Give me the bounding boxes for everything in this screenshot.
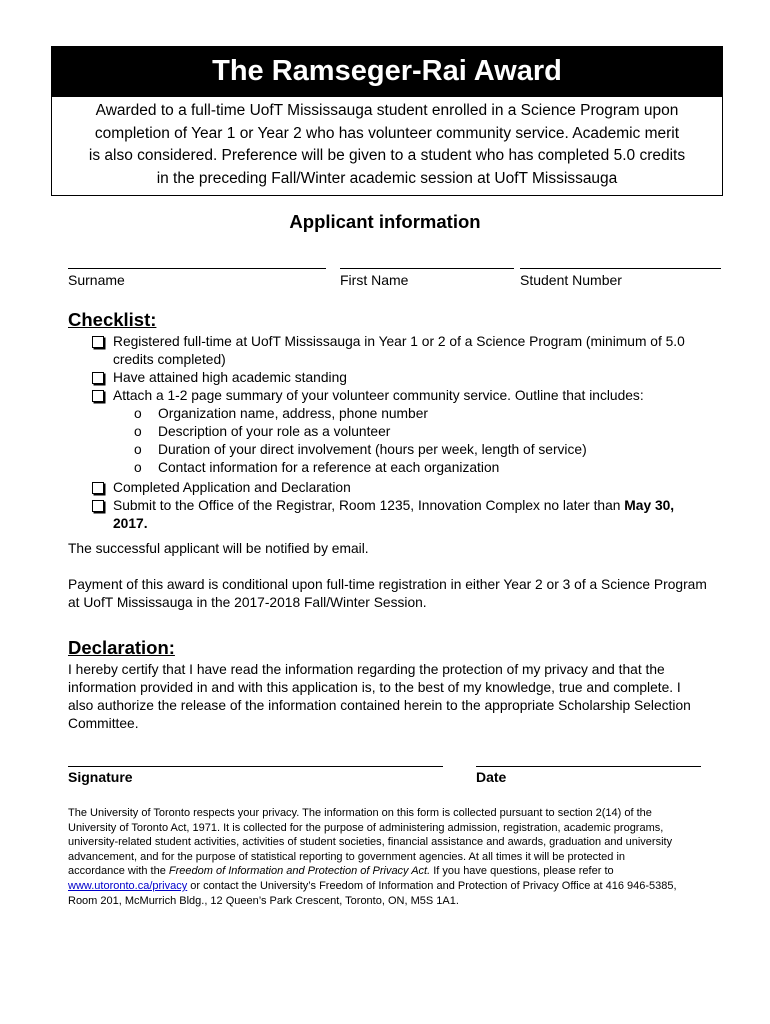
applicant-info-heading: Applicant information xyxy=(289,211,481,232)
checklist-item xyxy=(92,497,712,533)
sub-item xyxy=(134,459,712,477)
checklist-item-text: credits completed) xyxy=(113,352,226,367)
sub-item-text: Duration of your direct involvement (hours per week, length of service) xyxy=(158,442,587,457)
checklist-item-text: Submit to the Office of the Registrar, Room 1235, Innovation Complex no later than xyxy=(113,498,625,513)
declaration-heading: Declaration: xyxy=(68,637,175,658)
checklist-item-text: Completed Application and Declaration xyxy=(113,480,351,495)
sub-item-text: Organization name, address, phone number xyxy=(158,406,428,421)
privacy-line: advancement, and for the purpose of statistical reporting to government agencies. At all times it will be protected in xyxy=(68,850,626,863)
deadline-date: May 30, xyxy=(624,498,675,513)
first-name-label: First Name xyxy=(340,272,409,288)
surname-field[interactable] xyxy=(68,268,326,269)
checklist xyxy=(92,333,712,533)
award-title: The Ramseger-Rai Award xyxy=(52,47,722,97)
privacy-line: university-related student activities, activities of student societies, financial assistance and awards, graduation and university xyxy=(68,836,673,849)
checklist-item xyxy=(92,333,712,369)
surname-label: Surname xyxy=(68,272,125,288)
bullet-icon: o xyxy=(134,460,142,475)
date-field[interactable] xyxy=(476,766,701,767)
privacy-line xyxy=(68,879,738,894)
privacy-link[interactable]: www.utoronto.ca/privacy xyxy=(68,879,188,892)
privacy-notice xyxy=(68,806,738,908)
privacy-line: Room 201, McMurrich Bldg., 12 Queen’s Park Crescent, Toronto, ON, M5S 1A1. xyxy=(68,894,459,907)
first-name-field[interactable] xyxy=(340,268,514,269)
privacy-act-title: Freedom of Information and Protection of Privacy Act. xyxy=(168,865,431,878)
privacy-line: University of Toronto Act, 1971. It is collected for the purpose of administering admission, registration, academic programs, xyxy=(68,821,664,834)
award-description-line: in the preceding Fall/Winter academic session at UofT Mississauga xyxy=(156,169,618,187)
privacy-text: or contact the University’s Freedom of Information and Protection of Privacy Office at 416 946-5385, xyxy=(187,879,677,892)
declaration-line: information provided in and with this application is, to the best of my knowledge, true and complete. I xyxy=(68,680,681,695)
privacy-line xyxy=(68,864,738,879)
privacy-line: The University of Toronto respects your privacy. The information on this form is collected pursuant to section 2(14) of the xyxy=(68,807,652,819)
payment-text xyxy=(68,576,728,612)
checkbox-icon[interactable] xyxy=(92,372,104,384)
student-number-label: Student Number xyxy=(520,272,622,288)
sub-item-text: Description of your role as a volunteer xyxy=(158,424,391,439)
sub-item xyxy=(134,441,712,459)
payment-line: Payment of this award is conditional upon full-time registration in either Year 2 or 3 of a Science Program xyxy=(68,577,707,592)
checklist-item-text: Registered full-time at UofT Mississauga in Year 1 or 2 of a Science Program (minimum of 5.0 xyxy=(113,334,685,349)
award-description-line: is also considered. Preference will be given to a student who has completed 5.0 credits xyxy=(88,147,686,164)
award-description-line: Awarded to a full-time UofT Mississauga student enrolled in a Science Program upon xyxy=(95,102,679,119)
privacy-text: If you have questions, please refer to xyxy=(430,865,614,878)
payment-line: at UofT Mississauga in the 2017-2018 Fall/Winter Session. xyxy=(68,595,427,610)
checklist-item xyxy=(92,369,712,387)
sub-item xyxy=(134,405,712,423)
declaration-line: Committee. xyxy=(68,716,139,731)
checklist-item xyxy=(92,387,712,405)
checkbox-icon[interactable] xyxy=(92,390,104,402)
bullet-icon: o xyxy=(134,442,142,457)
privacy-text: accordance with the xyxy=(68,865,169,878)
checkbox-icon[interactable] xyxy=(92,500,104,512)
notified-text: The successful applicant will be notified by email. xyxy=(68,541,369,556)
date-label: Date xyxy=(476,769,507,785)
checklist-item-text: Attach a 1-2 page summary of your volunteer community service. Outline that includes: xyxy=(113,388,644,403)
deadline-year: 2017. xyxy=(113,516,148,531)
award-box xyxy=(51,46,723,196)
sub-item xyxy=(134,423,712,441)
signature-label: Signature xyxy=(68,769,133,785)
checklist-item-text: Have attained high academic standing xyxy=(113,370,347,385)
declaration-line: I hereby certify that I have read the information regarding the protection of my privacy and that the xyxy=(68,662,665,677)
award-description xyxy=(52,97,722,190)
sub-item-text: Contact information for a reference at each organization xyxy=(158,460,500,475)
bullet-icon: o xyxy=(134,424,142,439)
signature-field[interactable] xyxy=(68,766,443,767)
checklist-heading: Checklist: xyxy=(68,309,157,330)
checkbox-icon[interactable] xyxy=(92,336,104,348)
bullet-icon: o xyxy=(134,406,142,421)
declaration-text xyxy=(68,661,728,733)
declaration-line: also authorize the release of the information contained herein to the appropriate Scholarship Selection xyxy=(68,698,691,713)
student-number-field[interactable] xyxy=(520,268,721,269)
checkbox-icon[interactable] xyxy=(92,482,104,494)
award-description-line: completion of Year 1 or Year 2 who has volunteer community service. Academic merit xyxy=(94,124,680,142)
checklist-item xyxy=(92,479,712,497)
